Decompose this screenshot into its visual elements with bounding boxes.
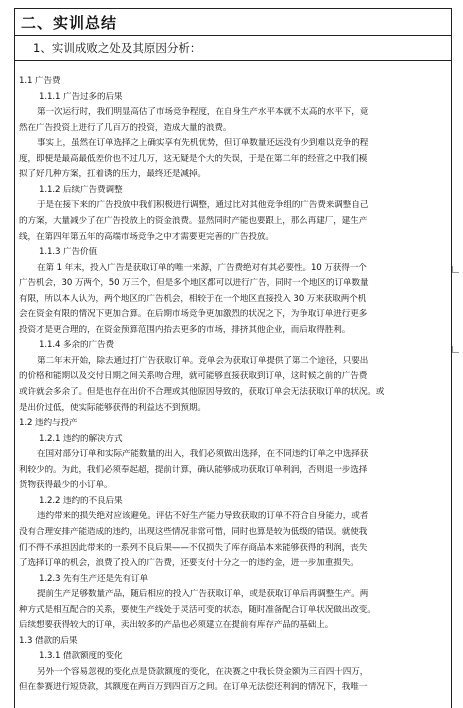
text-line: 或许就会多余了。但是也存在出价不合理或其他原因导致的，获取订单会无法获取订单的状况。或 xyxy=(19,387,385,397)
text-line: 广告机会，30 万两个，50 万三个，但是多个地区都可以进行广告，同时一个地区的订单数量 xyxy=(19,278,369,289)
text-line: 提前生产足够数量产品，随后相应的投入广告获取订单，或是获取订单后再调整生产。两 xyxy=(37,589,369,600)
text-line: 投资才是更合理的，在资金预算范围内抬去更多的市场，排挤其他企业，而后取得胜利。 xyxy=(19,324,351,335)
subsection-title: 1、实训成败之处及其原因分析： xyxy=(15,36,451,61)
text-line: 种方式是相互配合的关系，要使生产线处于灵活可变的状态，随时准备配合订单状况做出改变。 xyxy=(19,604,376,615)
text-line: 了选择订单的机会，浪费了投入的广告费，还要支付十分之一的违约金，进一步加重损失。 xyxy=(19,558,359,569)
text-line: 1.3.1 借款额度的变化 xyxy=(39,651,123,662)
text-line: 在第 1 年末，投入广告是获取订单的唯一来源，广告费绝对有其必要性。10 万获得一个 xyxy=(37,262,367,273)
text-line: 于是在接下来的广告投放中我们积极进行调整，通过比对其他竞争组的广告费来调整自己 xyxy=(37,200,369,211)
text-line: 1.1.4 多余的广告费 xyxy=(39,340,114,351)
text-line: 然在广告投资上进行了几百万的投资，造成大量的浪费。 xyxy=(19,122,232,133)
text-line: 在国对部分订单和实际产能数量的出入，我们必须做出选择，在不同违约订单之中选择获 xyxy=(37,449,369,460)
text-line: 利较少的。为此，我们必须奉起超，提前计算，确认能够成功获取订单利润，否则退一步选择 xyxy=(19,464,368,475)
margin-mark-icon xyxy=(452,346,459,353)
text-line: 第一次运行时，我们明显高估了市场竞争程度，在自身生产水平本就不太高的水平下，竟 xyxy=(37,107,369,118)
text-line: 后续想要获得较大的订单，卖出较多的产品也必须建立在提前有库存产品的基础上。 xyxy=(19,620,334,631)
margin-mark-icon xyxy=(452,266,459,273)
text-line: 事实上，虽然在订单选择之上确实享有先机优势，但订单数量还远没有少到难以竞争的程 xyxy=(37,138,369,149)
text-line: 线，在第四年第五年的高端市场竞争之中才需要更完善的广告投放。 xyxy=(19,231,274,242)
text-line: 们不得不承担因此带来的一系列不良后果——不仅损失了库存商品本来能够获得的利润，丧失 xyxy=(19,542,368,553)
text-line: 违约带来的损失绝对应该避免。评估不好生产能力导致获取的订单不符合自身能力，或者 xyxy=(37,511,369,522)
text-line: 1.1.1 广告过多的后果 xyxy=(39,91,123,102)
text-line: 但在参赛进行短贷款，其额度在两百万到四百万之间。在订单无法偿还利润的情况下，我唯一 xyxy=(19,682,368,693)
text-line: 是出价过低，使实际能够获得的利益达不到预期。 xyxy=(19,402,206,413)
text-line: 第二年末开始，除去通过打广告获取订单。竞单会为获取订单提供了第二个途径，只要出 xyxy=(37,355,369,366)
text-line: 1.1.3 广告价值 xyxy=(39,247,97,258)
text-line: 1.2.2 违约的不良后果 xyxy=(39,495,123,506)
section-title: 二、实训总结 xyxy=(15,8,451,36)
text-line: 拟了好几种方案，扛着诱的压力，最终还是减掉。 xyxy=(19,169,206,180)
text-line: 的价格和能期以及交付日期之间关系吻合理，就可能够直接获取到订单，这时候之前的广告费 xyxy=(19,371,368,382)
text-line: 1.1 广告费 xyxy=(19,76,61,86)
text-line: 有限，所以本人认为，两个地区的广告机会，相较于在一个地区直接投入 30 万来获取两个机 xyxy=(19,293,367,304)
text-line: 另外一个容易忽视的变化点是贷款额度的变化，在决赛之中我长贷金额为三百四十四万， xyxy=(37,666,369,677)
text-line: 的方案，大量减少了在广告投放上的资金浪费。显然同时产能也要跟上，那么再建厂，建生产 xyxy=(19,215,368,226)
text-line: 1.3 借款的后果 xyxy=(19,635,78,646)
text-line: 1.2.3 先有生产还是先有订单 xyxy=(39,573,148,584)
text-line: 货物获得最少的小订单。 xyxy=(19,480,113,491)
text-line: 没有合理安排产能造成的违约，出现这些情况非常可惜，同时也算是较为低级的错误。就使我 xyxy=(19,526,368,537)
text-line: 度，即便是最高最低差价也不过几万，这无疑是个大的失误，于是在第二年的经营之中我们模 xyxy=(19,153,368,164)
text-line: 1.2 违约与投产 xyxy=(19,418,78,429)
text-line: 1.2.1 违约的解决方式 xyxy=(39,433,123,444)
document-body xyxy=(15,60,451,708)
text-line: 1.1.2 后续广告费调整 xyxy=(39,184,123,195)
text-line: 会在资金有限的情况下更加合算。在后期市场竞争更加激烈的状况之下，为争取订单进行更多 xyxy=(19,309,368,320)
document-page xyxy=(14,8,452,708)
